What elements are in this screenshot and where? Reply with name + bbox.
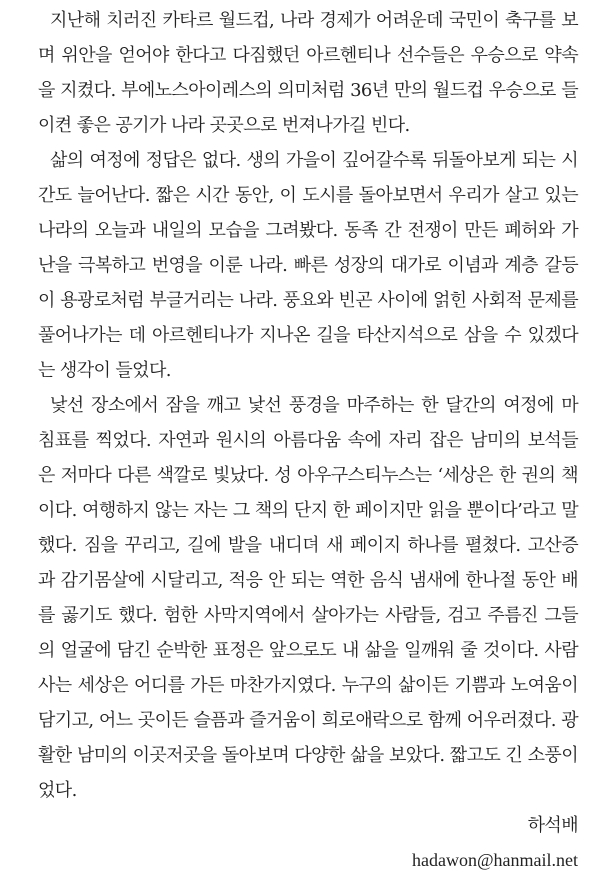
text-line: 난을 극복하고 번영을 이룬 나라. 빠른 성장의 대가로 이념과 계층 갈등 [38,255,578,276]
text-line: 사는 세상은 어디를 가든 마찬가지였다. 누구의 삶이든 기쁨과 노여움이 [38,675,578,696]
text-line: 담기고, 어느 곳이든 슬픔과 즐거움이 희로애락으로 함께 어우러졌다. 광 [38,710,578,731]
paragraph-3 [38,388,578,808]
article-body [38,3,578,878]
text-line: 를 곯기도 했다. 험한 사막지역에서 살아가는 사람들, 검고 주름진 그들 [38,605,578,626]
text-line: 이 용광로처럼 부글거리는 나라. 풍요와 빈곤 사이에 얽힌 사회적 문제를 [38,290,578,311]
paragraph-1 [38,3,578,143]
text-line: 활한 남미의 이곳저곳을 돌아보며 다양한 삶을 보았다. 짧고도 긴 소풍이 [38,745,578,766]
text-line: 는 생각이 들었다. [38,360,171,381]
author-email: hadawon@hanmail.net [411,850,578,870]
text-line: 침표를 찍었다. 자연과 원시의 아름다움 속에 자리 잡은 남미의 보석들 [38,430,578,451]
text-line: 간도 늘어난다. 짧은 시간 동안, 이 도시를 돌아보면서 우리가 살고 있는 [38,185,578,206]
text-line: 낯선 장소에서 잠을 깨고 낯선 풍경을 마주하는 한 달간의 여정에 마 [50,395,578,416]
text-line: 을 지켰다. 부에노스아이레스의 의미처럼 36년 만의 월드컵 우승으로 들 [38,80,578,101]
text-line: 지난해 치러진 카타르 월드컵, 나라 경제가 어려운데 국민이 축구를 보 [50,10,578,31]
text-line: 풀어나가는 데 아르헨티나가 지나온 길을 타산지석으로 삼을 수 있겠다 [38,325,578,346]
text-line: 나라의 오늘과 내일의 모습을 그려봤다. 동족 간 전쟁이 만든 폐허와 가 [38,220,578,241]
text-line: 삶의 여정에 정답은 없다. 생의 가을이 깊어갈수록 뒤돌아보게 되는 시 [50,150,578,171]
text-line: 며 위안을 얻어야 한다고 다짐했던 아르헨티나 선수들은 우승으로 약속 [38,45,578,66]
text-line: 의 얼굴에 담긴 순박한 표정은 앞으로도 내 삶을 일깨워 줄 것이다. 사람 [38,640,578,661]
paragraph-2 [38,143,578,388]
text-line: 이다. 여행하지 않는 자는 그 책의 단지 한 페이지만 읽을 뿐이다’라고 말 [38,500,578,521]
author-name: 하석배 [527,815,578,836]
text-line: 이켠 좋은 공기가 나라 곳곳으로 번져나가길 빈다. [38,115,410,136]
text-line: 었다. [38,780,77,801]
text-line: 했다. 짐을 꾸리고, 길에 발을 내디뎌 새 페이지 하나를 펼쳤다. 고산증 [38,535,578,556]
text-line: 과 감기몸살에 시달리고, 적응 안 되는 역한 음식 냄새에 한나절 동안 배 [38,570,578,591]
text-line: 은 저마다 다른 색깔로 빛났다. 성 아우구스티누스는 ‘세상은 한 권의 책 [38,465,578,486]
